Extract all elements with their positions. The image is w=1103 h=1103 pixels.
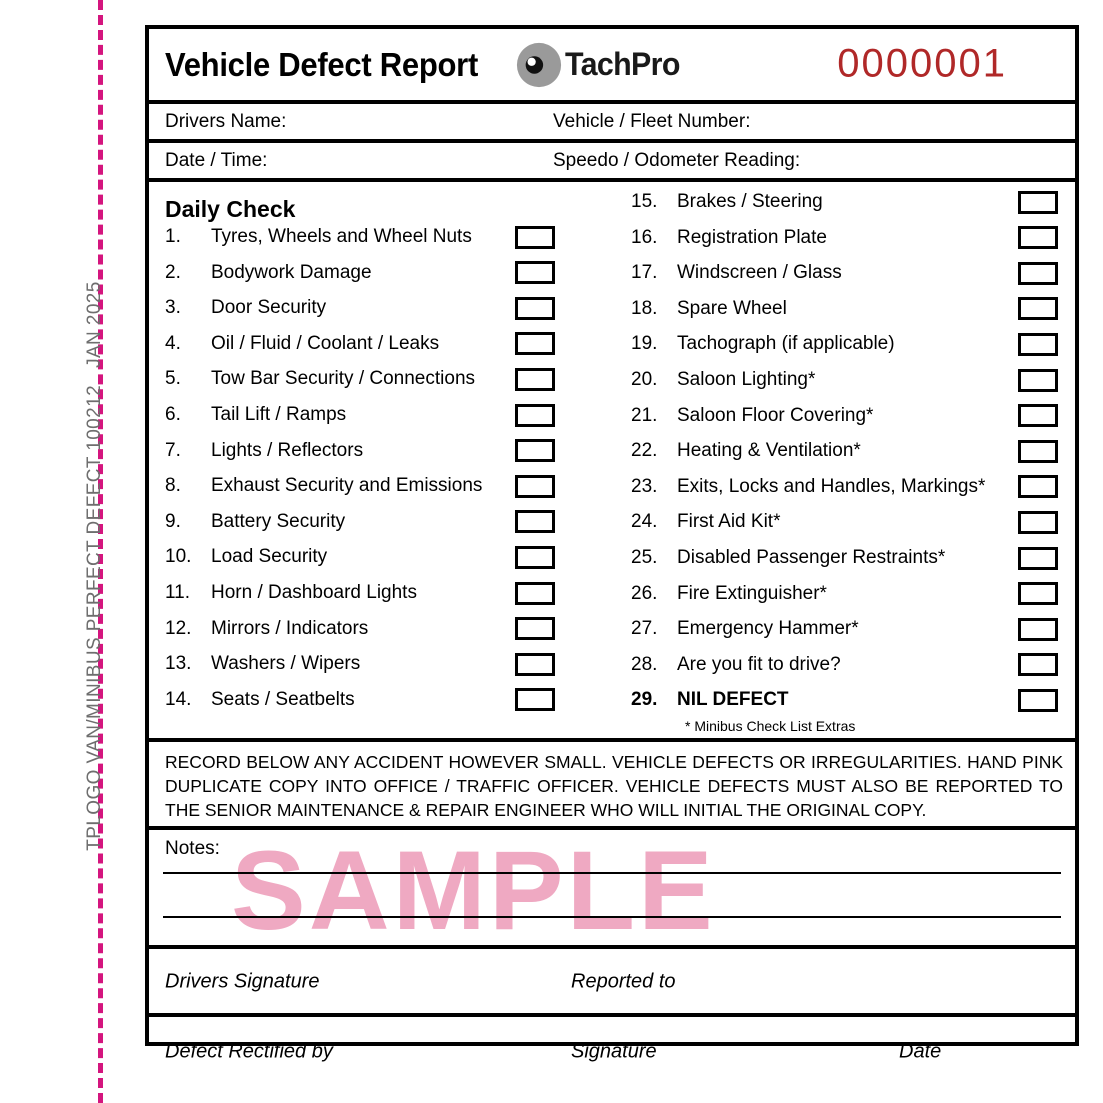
check-item-label: Tachograph (if applicable) xyxy=(677,333,895,355)
check-item-checkbox[interactable] xyxy=(1018,191,1058,214)
check-item-label: Spare Wheel xyxy=(677,297,787,319)
page-title: Vehicle Defect Report xyxy=(165,45,479,83)
check-item-checkbox[interactable] xyxy=(515,475,555,498)
check-item-label: Exhaust Security and Emissions xyxy=(211,475,483,497)
check-item xyxy=(149,578,615,608)
check-item-checkbox[interactable] xyxy=(1018,440,1058,463)
check-item-checkbox[interactable] xyxy=(515,439,555,462)
check-item-label: Battery Security xyxy=(211,510,346,532)
check-item-checkbox[interactable] xyxy=(515,261,555,284)
date-time-label: Date / Time: xyxy=(165,149,268,171)
check-item-checkbox[interactable] xyxy=(515,404,555,427)
check-item xyxy=(615,507,1075,537)
drivers-name-label: Drivers Name: xyxy=(165,110,287,132)
check-item-checkbox[interactable] xyxy=(1018,511,1058,534)
check-item-checkbox[interactable] xyxy=(515,617,555,640)
check-item xyxy=(615,329,1075,359)
check-item-label: Tyres, Wheels and Wheel Nuts xyxy=(211,226,472,247)
check-item xyxy=(149,471,615,501)
brand-name: TachPro xyxy=(564,46,680,82)
rectifier-signature-label: Signature xyxy=(571,1040,657,1063)
check-item-checkbox[interactable] xyxy=(1018,404,1058,427)
check-item-checkbox[interactable] xyxy=(1018,297,1058,320)
check-item-label: Mirrors / Indicators xyxy=(211,617,369,639)
sample-watermark: SAMPLE xyxy=(231,830,716,949)
drivers-signature-label: Drivers Signature xyxy=(165,970,320,993)
checklist-column-left xyxy=(149,182,615,738)
margin-strip xyxy=(0,0,140,1103)
check-item xyxy=(615,472,1075,502)
check-item-label: Lights / Reflectors xyxy=(211,439,364,461)
check-item xyxy=(615,614,1075,644)
check-item-label: First Aid Kit* xyxy=(677,511,781,533)
check-item xyxy=(615,685,1075,715)
check-item-number: 26. xyxy=(631,582,658,604)
vehicle-fleet-number-label: Vehicle / Fleet Number: xyxy=(553,110,751,132)
check-item xyxy=(615,401,1075,431)
check-item-checkbox[interactable] xyxy=(1018,618,1058,641)
check-item-label: Door Security xyxy=(211,297,327,319)
check-item xyxy=(615,436,1075,466)
check-item-label: Load Security xyxy=(211,546,328,568)
check-item xyxy=(149,329,615,359)
rectified-date-label: Date xyxy=(899,1040,942,1063)
speedo-odometer-label: Speedo / Odometer Reading: xyxy=(553,149,801,171)
check-item-number: 4. xyxy=(165,332,181,354)
check-item xyxy=(615,258,1075,288)
check-item-number: 1. xyxy=(165,226,181,247)
check-item xyxy=(149,614,615,644)
check-item xyxy=(615,365,1075,395)
check-item xyxy=(149,222,615,252)
check-item-label: Saloon Lighting* xyxy=(677,369,816,390)
check-item xyxy=(615,543,1075,573)
check-item-checkbox[interactable] xyxy=(1018,653,1058,676)
check-item-label: Are you fit to drive? xyxy=(677,653,841,675)
check-item xyxy=(149,685,615,715)
check-item-label: Exits, Locks and Handles, Markings* xyxy=(677,475,986,497)
check-item xyxy=(149,400,615,430)
check-item-number: 17. xyxy=(631,262,658,284)
minibus-extras-footnote: * Minibus Check List Extras xyxy=(685,718,856,734)
check-item-label: Washers / Wipers xyxy=(211,653,361,675)
check-item-label: Oil / Fluid / Coolant / Leaks xyxy=(211,332,440,354)
daily-check-list xyxy=(149,182,1075,742)
check-item-checkbox[interactable] xyxy=(1018,547,1058,570)
notes-block xyxy=(149,830,1075,949)
check-item-checkbox[interactable] xyxy=(515,297,555,320)
check-item-number: 22. xyxy=(631,440,658,462)
defect-report-form xyxy=(145,25,1079,1063)
form-header xyxy=(149,29,1075,104)
check-item xyxy=(615,187,1075,217)
check-item-number: 9. xyxy=(165,510,181,532)
check-item-label: Horn / Dashboard Lights xyxy=(211,582,417,603)
reported-to-label: Reported to xyxy=(571,970,676,993)
check-item-label: Registration Plate xyxy=(677,226,827,248)
margin-print-code: TPLOGO VAN/MINIBUS PERFECT DEFECT 100212 JAN 2025 xyxy=(84,281,105,851)
check-item-checkbox[interactable] xyxy=(1018,369,1058,392)
defect-rectified-by-label: Defect Rectified by xyxy=(165,1040,333,1063)
check-item-label: Saloon Floor Covering* xyxy=(677,404,874,426)
check-item xyxy=(149,507,615,537)
check-item xyxy=(149,258,615,288)
check-item-checkbox[interactable] xyxy=(1018,262,1058,285)
check-item-number: 18. xyxy=(631,297,658,319)
check-item xyxy=(149,293,615,323)
check-item xyxy=(149,542,615,572)
check-item xyxy=(149,364,615,394)
check-item-label: Brakes / Steering xyxy=(677,191,823,212)
check-item-label: Tail Lift / Ramps xyxy=(211,404,347,425)
notice-text: RECORD BELOW ANY ACCIDENT HOWEVER SMALL. VEHICLE DEFECTS OR IRREGULARITIES. HAND PINK DUPLICATE COPY INTO OFFICE / TRAFFIC OFFICER. VEHICLE DEFECTS MUST ALSO BE REPORTED TO THE SENIOR MAINTENANCE & REPAIR ENGINEER WHO WILL INITIAL THE ORIGINAL COPY. xyxy=(165,752,1063,821)
check-item xyxy=(615,650,1075,680)
check-item-number: 13. xyxy=(165,653,192,675)
check-item-number: 29. xyxy=(631,689,658,711)
check-item-number: 14. xyxy=(165,688,192,710)
info-row-driver xyxy=(149,104,1075,143)
check-item-checkbox[interactable] xyxy=(1018,689,1058,712)
signature-row-driver xyxy=(149,949,1075,1017)
check-item-checkbox[interactable] xyxy=(1018,582,1058,605)
check-item-checkbox[interactable] xyxy=(515,332,555,355)
info-row-datetime xyxy=(149,143,1075,182)
check-item-number: 8. xyxy=(165,475,181,497)
check-item-number: 6. xyxy=(165,404,181,425)
daily-check-heading: Daily Check xyxy=(165,196,296,222)
checklist-column-right xyxy=(615,182,1075,738)
check-item-checkbox[interactable] xyxy=(515,510,555,533)
check-item-label: Bodywork Damage xyxy=(211,261,372,283)
check-item-number: 16. xyxy=(631,226,658,248)
check-item-number: 19. xyxy=(631,333,658,355)
check-item-label: Heating & Ventilation* xyxy=(677,440,861,462)
signature-row-rectified xyxy=(149,1017,1075,1085)
check-item-number: 5. xyxy=(165,368,181,390)
notes-label: Notes: xyxy=(165,838,220,859)
signal-waves-icon xyxy=(516,42,562,88)
check-item-label: Windscreen / Glass xyxy=(677,262,842,284)
check-item-label: Disabled Passenger Restraints* xyxy=(677,547,946,568)
check-item-label: Seats / Seatbelts xyxy=(211,688,355,710)
check-item-checkbox[interactable] xyxy=(515,688,555,711)
check-item xyxy=(615,294,1075,324)
check-item-label: Emergency Hammer* xyxy=(677,618,859,640)
check-item-number: 28. xyxy=(631,653,658,675)
check-item-number: 7. xyxy=(165,439,181,461)
brand-block xyxy=(516,42,686,88)
check-item xyxy=(149,436,615,466)
check-item xyxy=(615,223,1075,253)
check-item-number: 21. xyxy=(631,404,658,426)
notice-block xyxy=(149,742,1075,830)
check-item-label: Fire Extinguisher* xyxy=(677,582,827,604)
check-item-number: 10. xyxy=(165,546,192,568)
check-item-number: 23. xyxy=(631,475,658,497)
check-item-checkbox[interactable] xyxy=(1018,333,1058,356)
check-item-number: 12. xyxy=(165,617,192,639)
check-item-checkbox[interactable] xyxy=(515,546,555,569)
check-item xyxy=(615,579,1075,609)
check-item-number: 2. xyxy=(165,261,181,283)
notes-writing-line[interactable] xyxy=(163,872,1061,874)
notes-writing-line[interactable] xyxy=(163,916,1061,918)
check-item-number: 20. xyxy=(631,369,658,390)
check-item-number: 15. xyxy=(631,191,658,212)
check-item-number: 25. xyxy=(631,547,658,568)
check-item-checkbox[interactable] xyxy=(515,653,555,676)
check-item-label: Tow Bar Security / Connections xyxy=(211,368,476,390)
check-item-checkbox[interactable] xyxy=(1018,226,1058,249)
check-item-checkbox[interactable] xyxy=(515,582,555,605)
check-item-number: 27. xyxy=(631,618,658,640)
check-item-number: 3. xyxy=(165,297,181,319)
check-item xyxy=(149,649,615,679)
check-item-checkbox[interactable] xyxy=(515,226,555,249)
check-item-checkbox[interactable] xyxy=(515,368,555,391)
check-item-checkbox[interactable] xyxy=(1018,475,1058,498)
check-item-label: NIL DEFECT xyxy=(677,689,789,711)
check-item-number: 24. xyxy=(631,511,658,533)
serial-number: 0000001 xyxy=(837,41,1007,86)
check-item-number: 11. xyxy=(165,582,191,603)
